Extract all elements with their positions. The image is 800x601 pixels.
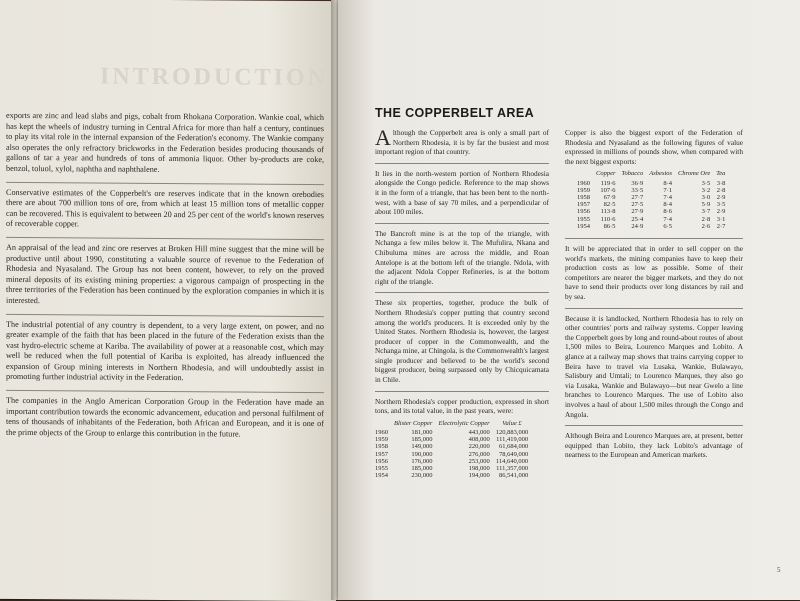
value-cell: 67·9 [603, 193, 616, 201]
year-cell: 1960 [577, 179, 590, 187]
table-header: Copper [596, 170, 616, 178]
value-cell: 2·7 [716, 222, 726, 230]
table-header: Blister Copper [394, 419, 433, 427]
value-cell: 8·4 [663, 201, 673, 209]
costs-paragraph: It will be appreciated that in order to sell copper on the world's markets, the mining companies have to keep their production costs as low as possible. Some of their competitors are nearer the bigger markets, and they do not have to send their products over long distances by rail and by sea. [565, 244, 743, 301]
table-row [577, 201, 728, 208]
divider [6, 181, 324, 184]
table-header: Chrome Ore [678, 170, 711, 178]
value-cell: 253,000 [468, 457, 490, 465]
value-cell: 185,000 [411, 436, 433, 444]
year-cell: 1956 [577, 208, 590, 216]
intro-paragraph [375, 125, 549, 157]
ports-paragraph: Although Beira and Lourenco Marques are, at present, better equipped than Lobito, they lack Lobito's advantage of nearness to the European and American markets. [565, 431, 743, 460]
ghost-heading: INTRODUCTION [100, 63, 329, 92]
table-row [375, 451, 531, 458]
table-row [577, 187, 728, 194]
divider [375, 163, 549, 164]
drop-cap: A [375, 125, 391, 150]
right-column-a [375, 125, 549, 480]
table-header [375, 420, 391, 429]
value-cell: 3·8 [716, 179, 726, 187]
year-cell: 1954 [577, 222, 590, 230]
table-row [375, 436, 531, 443]
table-row [577, 208, 728, 215]
table-row [375, 465, 531, 472]
divider [565, 425, 743, 426]
left-paragraph-1: exports are zinc and lead slabs and pigs, cobalt from Rhokana Corporation. Wankie coal, which has kept the wheels of industry turning in Central Africa for more than half a century, continues to play its vital role in the internal expansion of the Federation's economy. The Wankie company also operates the only refractory brickworks in the Federation besides producing thousands of gallons of tar a year and hundreds of tons of ammonia liquor. Other by-products are coke, benzol, toluol, xylol, naphtha and naphthalene. [6, 110, 324, 174]
year-cell: 1957 [577, 201, 590, 209]
divider [375, 223, 549, 224]
value-cell: 33·5 [631, 186, 644, 194]
value-cell: 176,000 [411, 457, 433, 465]
value-cell: 25·4 [631, 215, 644, 223]
year-cell: 1959 [577, 186, 590, 194]
table-row [375, 472, 531, 479]
left-paragraph-2: Conservative estimates of the Copperbelt's ore reserves indicate that in the known orebodies there are about 700 million tons of ore, from which at least 15 million tons of metallic copper can be recovered. This is equivalent to between 20 and 25 per cent of the world's known reserves of recoverable copper. [6, 187, 324, 229]
year-cell: 1959 [375, 436, 388, 444]
table-row [577, 180, 728, 187]
divider [375, 292, 549, 293]
exports-table [577, 170, 728, 230]
left-paragraph-3: An appraisal of the lead and zinc ore reserves at Broken Hill mine suggest that the mine will be productive until about 1990, constituting a valuable source of revenue to the Federation of Rhodesia and Nyasaland. The Group has not been content, however, to rely on the proved mineral deposits of its existing mining properties: a vigorous campaign of prospecting in the three territories of the Federation has been continued by the exploration companies in which it is interested. [6, 242, 324, 306]
year-cell: 1955 [375, 465, 388, 473]
table-header-row [577, 170, 728, 179]
value-cell: 2·8 [701, 215, 711, 223]
value-cell: 24·9 [631, 222, 644, 230]
table-header: Electrolytic Copper [438, 419, 490, 427]
exports-intro: Copper is also the biggest export of the Federation of Rhodesia and Nyasaland as the following figures of value expressed in millions of pounds show, when compared with the next biggest exports: [565, 128, 743, 166]
year-cell: 1960 [375, 429, 388, 437]
left-page-text [6, 111, 324, 448]
value-cell: 190,000 [411, 450, 433, 458]
value-cell: 86·5 [603, 222, 616, 230]
table-row [577, 216, 728, 223]
value-cell: 443,000 [468, 429, 490, 437]
left-page [0, 0, 336, 601]
value-cell: 149,000 [411, 443, 433, 451]
value-cell: 194,000 [468, 472, 490, 480]
table-row [375, 443, 531, 450]
value-cell: 113·8 [600, 208, 616, 216]
value-cell: 120,883,000 [495, 429, 529, 437]
value-cell: 3·5 [716, 201, 726, 209]
value-cell: 2·8 [716, 186, 726, 194]
divider [6, 390, 324, 393]
year-cell: 1958 [577, 193, 590, 201]
left-paragraph-4: The industrial potential of any country is dependent, to a very large extent, on power, and no greater example of the faith that has been placed in the future of the Federation exists than the vast hydro-electric scheme at Kariba. The availability of power at a reasonable cost, which may well be reduced when the full potential of Kariba is exploited, has already influenced the expansion of Group mining interests in Northern Rhodesia, and will undoubtedly assist in promoting further industrial activity in the Federation. [6, 319, 324, 383]
value-cell: 8·4 [663, 179, 673, 187]
table-row [375, 458, 531, 465]
table-header: Tea [716, 170, 726, 178]
value-cell: 198,000 [468, 465, 490, 473]
year-cell: 1955 [577, 215, 590, 223]
value-cell: 114,640,000 [495, 457, 529, 465]
value-cell: 3·0 [701, 193, 711, 201]
value-cell: 78,649,000 [498, 450, 529, 458]
table-header: Tobacco [621, 170, 644, 178]
value-cell: 107·6 [600, 186, 616, 194]
copper-production-table [375, 420, 531, 480]
value-cell: 27·7 [631, 193, 644, 201]
divider [6, 313, 324, 316]
table-row [577, 194, 728, 201]
table-header: Value £ [502, 419, 522, 427]
value-cell: 3·7 [701, 208, 711, 216]
value-cell: 276,000 [468, 450, 490, 458]
value-cell: 181,000 [411, 429, 433, 437]
right-column-b [565, 128, 743, 466]
value-cell: 3·2 [701, 186, 711, 194]
value-cell: 119·6 [600, 179, 616, 187]
value-cell: 2·9 [716, 193, 726, 201]
value-cell: 5·9 [701, 201, 711, 209]
value-cell: 82·5 [603, 201, 616, 209]
year-cell: 1954 [375, 472, 388, 480]
value-cell: 86,541,000 [498, 472, 529, 480]
intro-text: lthough the Copperbelt area is only a small part of Northern Rhodesia, it is by far the busiest and most important region of that country. [375, 128, 549, 157]
production-intro: Northern Rhodesia's copper production, expressed in short tons, and its total value, in the past years, were: [375, 396, 549, 416]
producers-paragraph: These six properties, together, produce the bulk of Northern Rhodesia's copper putting that country second among the world's producers. It is exceeded only by the United States. Northern Rhodesia is, however, the largest producer of copper in the Commonwealth, and the Nchanga mine, at Chingola, is the Commonwealth's largest single producer and believed to be the world's second biggest producer, being surpassed only by Chicquicamata in Chile. [375, 298, 549, 385]
page-title: THE COPPERBELT AREA [375, 106, 534, 120]
value-cell: 185,000 [411, 465, 433, 473]
table-row [375, 429, 531, 436]
value-cell: 408,000 [468, 436, 490, 444]
value-cell: 3·1 [716, 215, 726, 223]
value-cell: 110·6 [600, 215, 616, 223]
year-cell: 1958 [375, 443, 388, 451]
year-cell: 1956 [375, 457, 388, 465]
divider [6, 237, 324, 240]
table-header [577, 170, 593, 179]
transport-paragraph: Because it is landlocked, Northern Rhodesia has to rely on other countries' ports and railway systems. Copper leaving the Copperbelt goes by long and round-about routes of about 1,500 miles to Beira, Lourenco Marques and Lobito. A glance at a railway map shows that trains carrying copper to Beira have to travel via Lusaka, Wankie, Bulawayo, Salisbury and Umtali; to Lourenco Marques, they also go via Lusaka, Wankie and Bulawayo—but near Gwelo a line branches to Lourenco Marques. The use of Lobito also involves a haul of about 1,500 miles through the Congo and Angola. [565, 313, 743, 419]
value-cell: 3·5 [701, 179, 711, 187]
value-cell: 2·9 [716, 208, 726, 216]
value-cell: 7·4 [663, 215, 673, 223]
value-cell: 61,684,000 [498, 443, 529, 451]
left-paragraph-5: The companies in the Anglo American Corporation Group in the Federation have made an important contribution towards the economic advancement, education and personal fulfilment of tens of thousands of inhabitants of the Federation, both African and European, and it is one of the prime objects of the Group to enlarge this contribution in the future. [6, 395, 324, 439]
table-row [577, 223, 728, 230]
table-header: Asbestos [649, 170, 673, 178]
divider [375, 391, 549, 392]
location-paragraph: It lies in the north-western portion of Northern Rhodesia alongside the Congo pedicle. Reference to the map shows it in the form of a triangle, that has been bent to the north-west, with a base of say 70 miles, and a perpendicular of about 100 miles. [375, 168, 549, 217]
value-cell: 6·5 [663, 222, 673, 230]
value-cell: 8·6 [663, 208, 673, 216]
mines-paragraph: The Bancroft mine is at the top of the triangle, with Nchanga a few miles below it. The Mufulira, Nkana and Chibuluma mines are across the middle, and Roan Antelope is at the bottom left of the triangle. Ndola, with the adjacent Ndola Copper Refineries, is at the bottom right of the triangle. [375, 228, 549, 286]
divider [565, 238, 743, 239]
value-cell: 27·5 [631, 201, 644, 209]
value-cell: 36·9 [631, 179, 644, 187]
table-header-row [375, 420, 531, 429]
divider [565, 308, 743, 309]
page-number: 5 [777, 566, 781, 574]
value-cell: 2·6 [701, 222, 711, 230]
value-cell: 7·1 [663, 186, 673, 194]
value-cell: 230,000 [411, 472, 433, 480]
value-cell: 111,357,000 [496, 465, 529, 473]
year-cell: 1957 [375, 450, 388, 458]
value-cell: 220,000 [468, 443, 490, 451]
value-cell: 7·4 [663, 193, 673, 201]
value-cell: 111,419,000 [496, 436, 529, 444]
value-cell: 27·9 [631, 208, 644, 216]
